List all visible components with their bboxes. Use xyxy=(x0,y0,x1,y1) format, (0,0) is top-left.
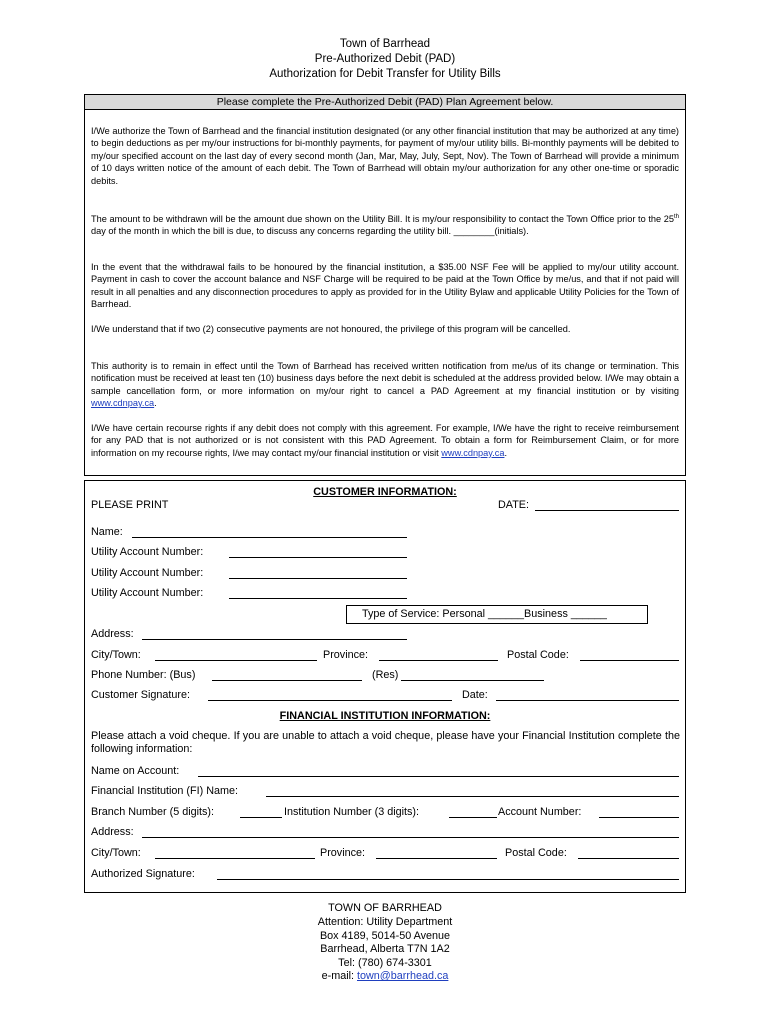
fi-province-label: Province: xyxy=(320,847,366,859)
fi-city-field[interactable] xyxy=(155,858,315,859)
form-title-line1: Town of Barrhead xyxy=(339,38,431,50)
signature-date-field[interactable] xyxy=(496,700,679,701)
phone-res-field[interactable] xyxy=(401,680,544,681)
agreement-paragraph-1: I/We authorize the Town of Barrhead and the financial institution designated (or any other financial institution that may be authorized at any time) to begin deductions as per my/our instructions for bi-monthly payments, for payment of my/our utility bills. Bi-monthly payments will be debited to my/our specified account on the last day of every second month (Jan, Mar, May, July, Sept, Nov). The Town of Barrhead will provide a minimum of 10 days written notice of the amount of each debit. The Town of Barrhead will obtain my/our authorization for any other one-time or sporadic debits. xyxy=(91,126,679,186)
authorized-signature-field[interactable] xyxy=(217,879,679,880)
city-field[interactable] xyxy=(155,660,317,661)
agreement-paragraph-4: I/We understand that if two (2) consecutive payments are not honoured, the privilege of this program will be cancelled. xyxy=(91,324,571,334)
fi-postal-code-label: Postal Code: xyxy=(505,847,567,859)
authorized-signature-label: Authorized Signature: xyxy=(91,868,195,880)
agreement-paragraph-2: The amount to be withdrawn will be the amount due shown on the Utility Bill. It is my/our responsibility to contact the Town Office prior to the 25th day of the month in which the bill is due, to discuss any concerns regarding the utility bill. ________(initials). xyxy=(91,214,679,237)
fi-address-label: Address: xyxy=(91,826,134,838)
name-on-account-label: Name on Account: xyxy=(91,765,180,777)
utility-account-field-3[interactable] xyxy=(229,598,407,599)
utility-account-label-2: Utility Account Number: xyxy=(91,567,204,579)
province-field[interactable] xyxy=(379,660,498,661)
institution-number-label: Institution Number (3 digits): xyxy=(284,806,420,818)
void-cheque-instructions: Please attach a void cheque. If you are unable to attach a void cheque, please have your Financial Institution complete the following information: xyxy=(91,730,680,755)
address-field[interactable] xyxy=(142,639,407,640)
agreement-paragraph-6: I/We have certain recourse rights if any debit does not comply with this agreement. For example, I/We have the right to receive reimbursement for any PAD that is not authorized or is not consistent with this PAD Agreement. To obtain a form for Reimbursement Claim, or for more information on my recourse rights, I/we may contact my/our financial institution or visit www.cdnpay.ca. xyxy=(91,423,679,458)
institution-number-field[interactable] xyxy=(449,817,497,818)
phone-bus-label: Phone Number: (Bus) xyxy=(91,669,196,681)
postal-code-label: Postal Code: xyxy=(507,649,569,661)
financial-info-heading: FINANCIAL INSTITUTION INFORMATION: xyxy=(279,710,491,722)
utility-account-label-3: Utility Account Number: xyxy=(91,587,204,599)
utility-account-label-1: Utility Account Number: xyxy=(91,546,204,558)
account-number-label: Account Number: xyxy=(498,806,582,818)
please-print-label: PLEASE PRINT xyxy=(91,499,169,511)
customer-signature-field[interactable] xyxy=(208,700,452,701)
name-label: Name: xyxy=(91,526,123,538)
utility-account-field-1[interactable] xyxy=(229,557,407,558)
city-label: City/Town: xyxy=(91,649,141,661)
address-label: Address: xyxy=(91,628,134,640)
phone-res-label: (Res) xyxy=(372,669,399,681)
phone-bus-field[interactable] xyxy=(212,680,362,681)
footer-box: Box 4189, 5014-50 Avenue xyxy=(319,930,451,942)
date-field[interactable] xyxy=(535,510,679,511)
postal-code-field[interactable] xyxy=(580,660,679,661)
footer-org-name: TOWN OF BARRHEAD xyxy=(328,902,442,914)
footer-phone: Tel: (780) 674-3301 xyxy=(338,957,432,969)
account-number-field[interactable] xyxy=(599,817,679,818)
footer-city: Barrhead, Alberta T7N 1A2 xyxy=(320,943,450,955)
cdnpay-link-1[interactable]: www.cdnpay.ca xyxy=(91,398,155,409)
agreement-paragraph-5: This authority is to remain in effect until the Town of Barrhead has received written notification from me/us of its change or termination. This notification must be received at least ten (10) business days before the next debit is scheduled at the address provided below. I/We may obtain a sample cancellation form, or more information on my/our right to cancel a PAD Agreement at my financial institution or by visiting www.cdnpay.ca. xyxy=(91,361,679,409)
name-on-account-field[interactable] xyxy=(198,776,679,777)
signature-date-label: Date: xyxy=(462,689,488,701)
utility-account-field-2[interactable] xyxy=(229,578,407,579)
fi-city-label: City/Town: xyxy=(91,847,141,859)
agreement-heading: Please complete the Pre-Authorized Debit (PAD) Plan Agreement below. xyxy=(85,95,685,110)
form-title-line2: Pre-Authorized Debit (PAD) xyxy=(314,53,456,65)
cdnpay-link-2[interactable]: www.cdnpay.ca xyxy=(441,447,505,458)
footer-attention: Attention: Utility Department xyxy=(317,916,453,928)
branch-number-label: Branch Number (5 digits): xyxy=(91,806,215,818)
name-field[interactable] xyxy=(132,537,407,538)
fi-postal-code-field[interactable] xyxy=(578,858,679,859)
agreement-paragraph-3: In the event that the withdrawal fails to be honoured by the financial institution, a $35.00 NSF Fee will be applied to my/our utility account. Payment in cash to cover the account balance and NSF Charge will be required to be paid at the Town Office by me/us, and that if not paid will result in all penalties and any disconnection procedures to apply as provided for in the Utility Bylaw and applicable Utility Policies for the Town of Barrhead. xyxy=(91,262,679,310)
fi-name-label: Financial Institution (FI) Name: xyxy=(91,785,239,797)
email-link[interactable]: town@barrhead.ca xyxy=(357,970,449,982)
type-of-service-label: Type of Service: Personal ______Business ______ xyxy=(362,608,607,620)
fi-province-field[interactable] xyxy=(376,858,497,859)
form-title-line3: Authorization for Debit Transfer for Utility Bills xyxy=(269,68,501,80)
fi-name-field[interactable] xyxy=(266,796,679,797)
footer-email: e-mail: town@barrhead.ca xyxy=(321,970,449,982)
information-box xyxy=(84,480,686,893)
date-label: DATE: xyxy=(498,499,529,511)
branch-number-field[interactable] xyxy=(240,817,282,818)
customer-signature-label: Customer Signature: xyxy=(91,689,191,701)
fi-address-field[interactable] xyxy=(142,837,679,838)
agreement-box xyxy=(84,94,686,476)
province-label: Province: xyxy=(323,649,369,661)
customer-info-heading: CUSTOMER INFORMATION: xyxy=(313,486,457,498)
